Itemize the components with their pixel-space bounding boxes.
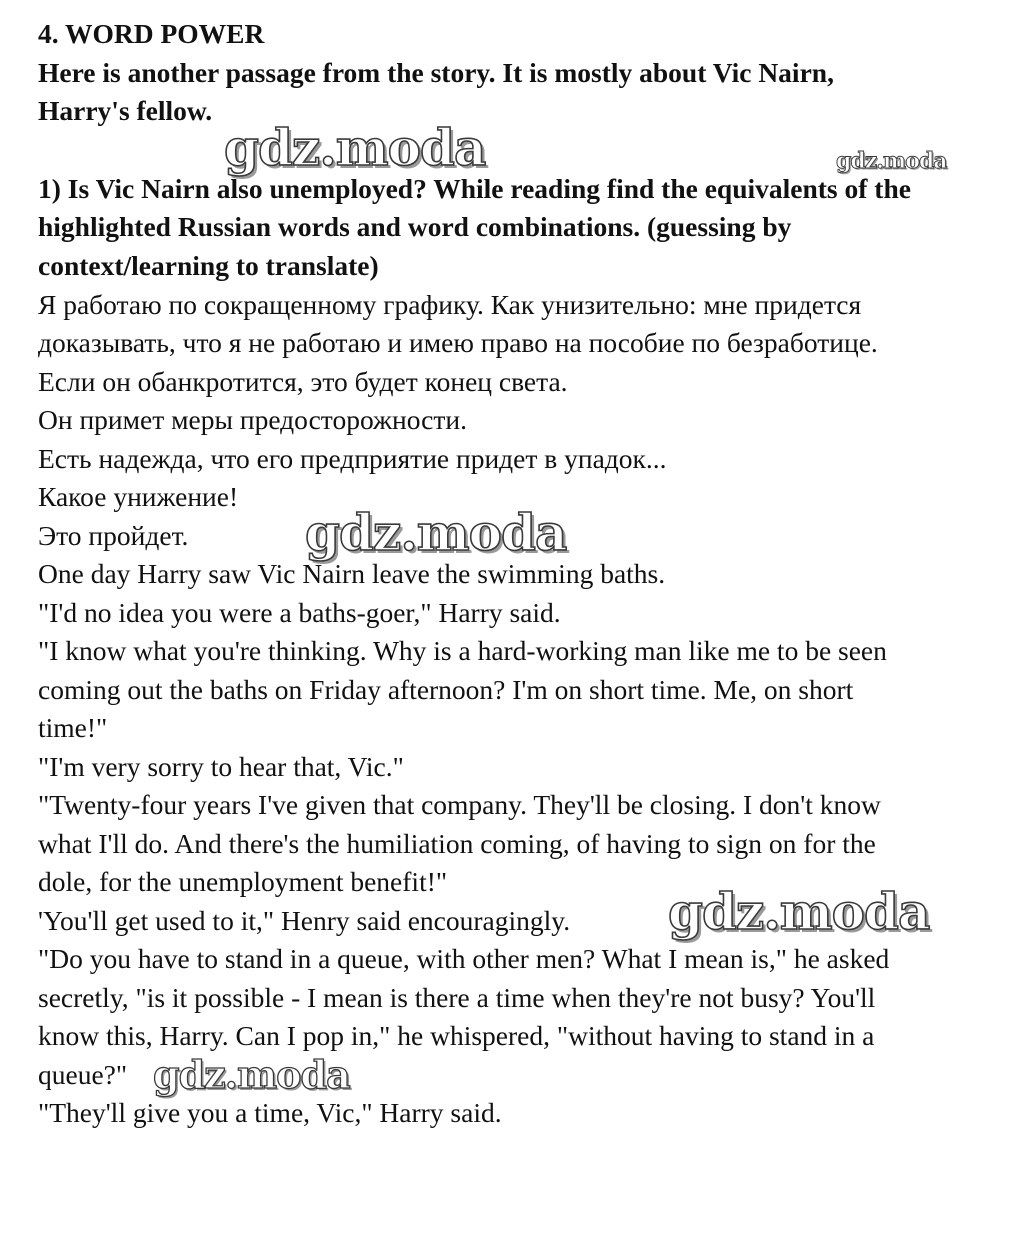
story-line-12: secretly, "is it possible - I mean is there a time when they're not busy? You'll xyxy=(38,982,876,1013)
story-line-6: "I'm very sorry to hear that, Vic." xyxy=(38,751,404,782)
intro-line-1: Here is another passage from the story. It is mostly about Vic Nairn, xyxy=(38,57,834,88)
watermark-logo: gdz.moda xyxy=(305,503,567,562)
russian-line-4: Он примет меры предосторожности. xyxy=(38,404,467,435)
watermark-logo: gdz.moda xyxy=(668,882,930,941)
story-line-4: coming out the baths on Friday afternoon? I'm on short time. Me, on short xyxy=(38,674,854,705)
task-line-2: highlighted Russian words and word combinations. (guessing by xyxy=(38,211,792,242)
story-line-5: time!" xyxy=(38,712,108,743)
task-line-3: context/learning to translate) xyxy=(38,250,379,281)
russian-line-2: доказывать, что я не работаю и имею право на пособие по безработице. xyxy=(38,327,878,358)
story-line-13: know this, Harry. Can I pop in," he whispered, "without having to stand in a xyxy=(38,1020,875,1051)
russian-line-5: Есть надежда, что его предприятие придет в упадок... xyxy=(38,443,667,474)
watermark-logo: gdz.moda xyxy=(836,148,947,174)
story-line-2: "I'd no idea you were a baths-goer," Harry said. xyxy=(38,597,561,628)
story-line-10: 'You'll get used to it," Henry said encouragingly. xyxy=(38,905,571,936)
story-line-14: queue?" xyxy=(38,1059,128,1090)
story-line-11: "Do you have to stand in a queue, with other men? What I mean is," he asked xyxy=(38,943,890,974)
story-line-3: "I know what you're thinking. Why is a hard-working man like me to be seen xyxy=(38,635,887,666)
watermark-logo: gdz.moda xyxy=(224,118,486,177)
task-line-1: 1) Is Vic Nairn also unemployed? While reading find the equivalents of the xyxy=(38,173,911,204)
section-heading: 4. WORD POWER xyxy=(38,18,265,49)
story-line-9: dole, for the unemployment benefit!" xyxy=(38,866,448,897)
story-line-15: "They'll give you a time, Vic," Harry said. xyxy=(38,1097,502,1128)
russian-line-6: Какое унижение! xyxy=(38,481,239,512)
russian-line-7: Это пройдет. xyxy=(38,520,189,551)
story-line-7: "Twenty-four years I've given that company. They'll be closing. I don't know xyxy=(38,789,881,820)
story-line-8: what I'll do. And there's the humiliation coming, of having to sign on for the xyxy=(38,828,876,859)
story-line-1: One day Harry saw Vic Nairn leave the swimming baths. xyxy=(38,558,666,589)
russian-line-3: Если он обанкротится, это будет конец света. xyxy=(38,366,568,397)
intro-line-2: Harry's fellow. xyxy=(38,95,213,126)
watermark-logo: gdz.moda xyxy=(153,1052,350,1097)
russian-line-1: Я работаю по сокращенному графику. Как унизительно: мне придется xyxy=(38,289,862,320)
